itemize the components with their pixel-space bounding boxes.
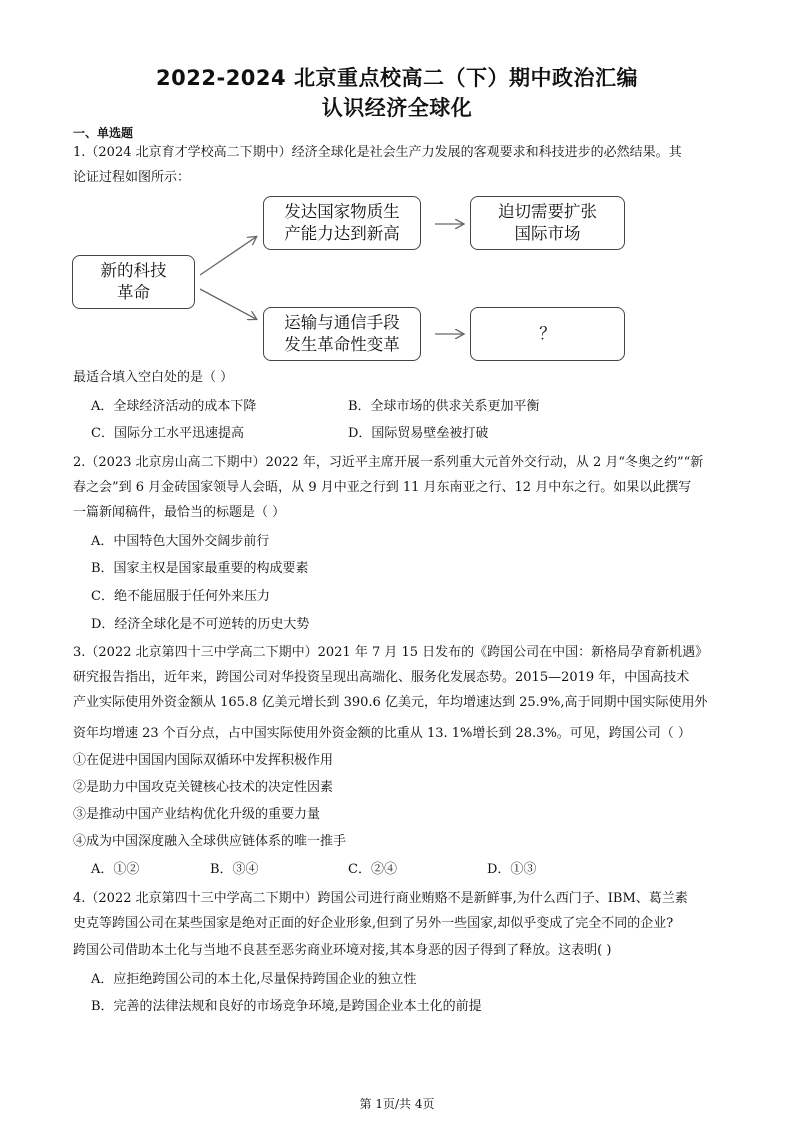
- q3-option-c: C．②④: [348, 862, 397, 877]
- box-start-line1: 新的科技: [100, 261, 167, 280]
- q3-statement-2: ②是助力中国攻克关键核心技术的决定性因素: [73, 780, 334, 795]
- q1-option-b: B．全球市场的供求关系更加平衡: [348, 399, 540, 414]
- q4-stem-line2: 史克等跨国公司在某些国家是绝对正面的好企业形象,但到了另外一些国家,却似乎变成了完全不同的企业?: [73, 916, 674, 931]
- q2-option-b: B．国家主权是国家最重要的构成要素: [91, 561, 309, 576]
- q4-stem-line1: 4.（2022 北京第四十三中学高二下期中）跨国公司进行商业贿赂不是新鲜事,为什么西门子、IBM、葛兰素: [73, 891, 688, 906]
- section-label: 一、单选题: [73, 126, 134, 140]
- q1-ask: 最适合填入空白处的是（ ）: [73, 370, 234, 385]
- q1-option-a: A．全球经济活动的成本下降: [91, 399, 257, 414]
- q3-stem-line3: 产业实际使用外资金额从 165.8 亿美元增长到 390.6 亿美元，年均增速达到 25.9%,高于同期中国实际使用外: [73, 695, 708, 710]
- arrow-start-to-upper: [200, 237, 256, 275]
- q1-diagram: [70, 193, 640, 363]
- q1-stem-line1: 1.（2024 北京育才学校高二下期中）经济全球化是社会生产力发展的客观要求和科技进步的必然结果。其: [73, 145, 682, 160]
- page-title: 2022-2024 北京重点校高二（下）期中政治汇编: [156, 66, 638, 90]
- q3-option-d: D．①③: [487, 862, 537, 877]
- q3-option-b: B．③④: [210, 862, 259, 877]
- diagram-box-upper-result: [470, 196, 625, 250]
- q3-stem-line2: 研究报告指出，近年来，跨国公司对华投资呈现出高端化、服务化发展态势。2015—2019 年，中国高技术: [73, 670, 690, 685]
- q3-stem-line1: 3.（2022 北京第四十三中学高二下期中）2021 年 7 月 15 日发布的《跨国公司在中国：新格局孕育新机遇》: [73, 645, 709, 660]
- q1-option-c: C．国际分工水平迅速提高: [91, 426, 244, 441]
- page-subtitle: 认识经济全球化: [321, 96, 473, 120]
- q1-stem-line2: 论证过程如图所示：: [73, 170, 191, 185]
- page-footer: 第 1页/共 4页: [359, 1097, 435, 1111]
- box-blank-mark: ？: [539, 324, 556, 343]
- box-upper-line1: 发达国家物质生: [284, 202, 400, 221]
- q3-stem-line4: 资年均增速 23 个百分点，占中国实际使用外资金额的比重从 13. 1%增长到 28.3%。可见，跨国公司（ ）: [73, 726, 691, 741]
- box-lower-line1: 运输与通信手段: [284, 313, 400, 332]
- q4-option-a: A．应拒绝跨国公司的本土化,尽量保持跨国企业的独立性: [91, 972, 417, 987]
- q3-statement-1: ①在促进中国国内国际双循环中发挥积极作用: [73, 753, 334, 768]
- diagram-box-start: [72, 255, 195, 309]
- q3-option-a: A．①②: [91, 862, 140, 877]
- arrow-start-to-lower: [200, 289, 256, 319]
- q2-option-c: C．绝不能屈服于任何外来压力: [91, 589, 270, 604]
- q4-option-b: B．完善的法律法规和良好的市场竞争环境,是跨国企业本土化的前提: [91, 999, 482, 1014]
- diagram-box-upper: [263, 196, 421, 250]
- q4-stem-line3: 跨国公司借助本土化与当地不良甚至恶劣商业环境对接,其本身恶的因子得到了释放。这表明( ): [73, 943, 612, 958]
- q1-option-d: D．国际贸易壁垒被打破: [348, 426, 489, 441]
- q3-statement-3: ③是推动中国产业结构优化升级的重要力量: [73, 807, 321, 822]
- box-upper-result-line1: 迫切需要扩张: [498, 202, 597, 221]
- q2-stem-line2: 春之会”到 6 月金砖国家领导人会晤，从 9 月中亚之行到 11 月东南亚之行、12 月中东之行。如果以此撰写: [73, 480, 692, 495]
- box-lower-line2: 发生革命性变革: [284, 335, 400, 354]
- diagram-box-lower: [263, 307, 421, 361]
- box-upper-line2: 产能力达到新高: [284, 224, 400, 243]
- q2-option-a: A．中国特色大国外交阔步前行: [91, 534, 270, 549]
- q2-option-d: D．经济全球化是不可逆转的历史大势: [91, 617, 310, 632]
- q3-statement-4: ④成为中国深度融入全球供应链体系的唯一推手: [73, 834, 347, 849]
- box-start-line2: 革命: [117, 283, 150, 302]
- box-upper-result-line2: 国际市场: [514, 224, 581, 243]
- q2-stem-line3: 一篇新闻稿件，最恰当的标题是（ ）: [73, 505, 286, 520]
- diagram-box-blank: [470, 307, 625, 361]
- q2-stem-line1: 2.（2023 北京房山高二下期中）2022 年，习近平主席开展一系列重大元首外交行动，从 2 月“冬奥之约”“新: [73, 455, 704, 470]
